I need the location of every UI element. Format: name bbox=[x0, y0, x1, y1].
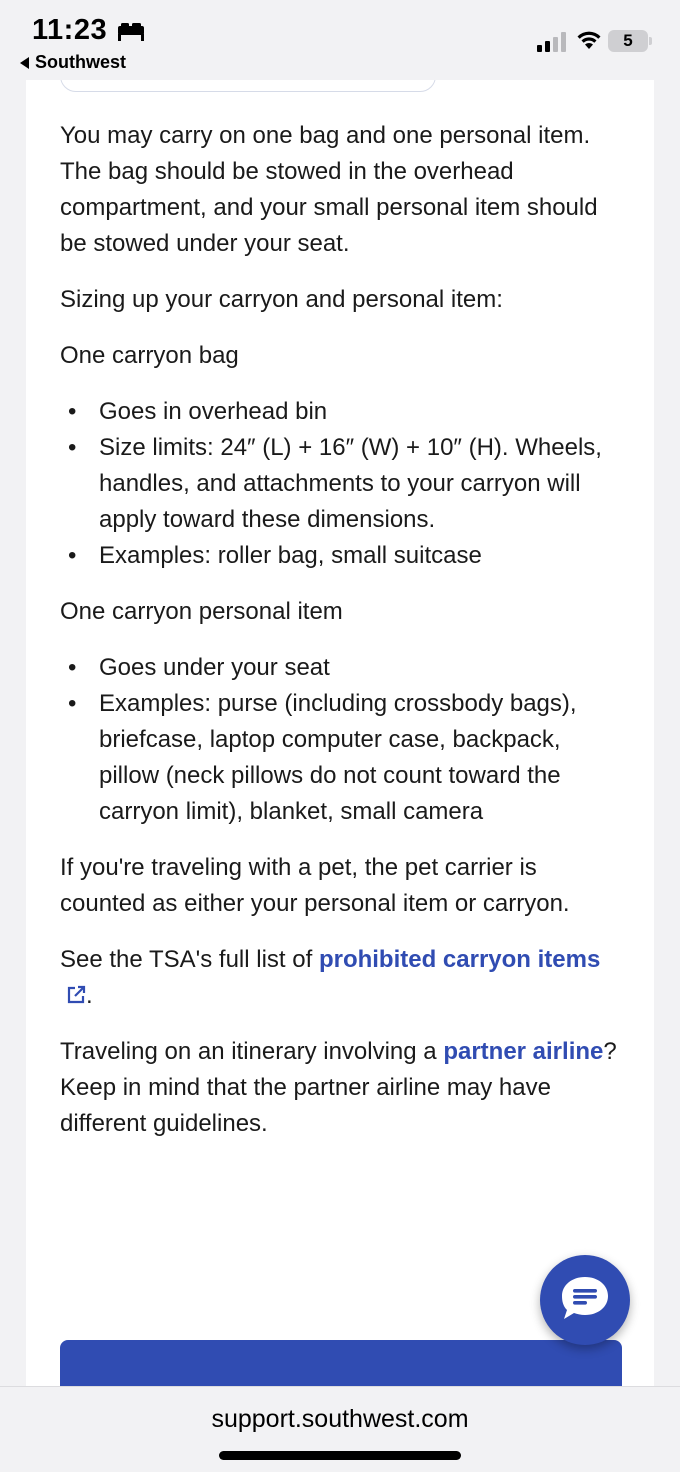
back-app-label: Southwest bbox=[35, 52, 127, 72]
tsa-paragraph bbox=[60, 942, 620, 1014]
chat-button[interactable] bbox=[540, 1255, 630, 1345]
cellular-signal-icon bbox=[537, 32, 567, 52]
list-item: • Goes in overhead bin bbox=[60, 394, 620, 430]
prohibited-items-link-text: prohibited carryon items bbox=[318, 946, 601, 973]
address-bar[interactable]: support.southwest.com bbox=[211, 1405, 469, 1433]
partner-airline-link[interactable]: partner airline bbox=[443, 1038, 604, 1065]
sleep-focus-icon bbox=[117, 22, 145, 40]
intro-paragraph: You may carry on one bag and one personal item. The bag should be stowed in the overhead compartment, and your small personal item should be stowed under your seat. bbox=[60, 122, 598, 257]
back-arrow-icon bbox=[20, 57, 29, 69]
article-body bbox=[60, 118, 620, 1162]
tsa-suffix: . bbox=[86, 982, 93, 1009]
pet-note: If you're traveling with a pet, the pet carrier is counted as either your personal item or carryon. bbox=[60, 854, 570, 917]
personal-item-list bbox=[60, 650, 620, 830]
partner-prefix: Traveling on an itinerary involving a bbox=[60, 1038, 444, 1065]
list-item: • Size limits: 24″ (L) + 16″ (W) + 10″ (H). Wheels, handles, and attachments to your carryon will apply toward these dimensions. bbox=[60, 430, 620, 538]
status-bar bbox=[0, 0, 680, 80]
battery-level: 5 bbox=[623, 31, 633, 50]
home-indicator[interactable] bbox=[219, 1451, 461, 1460]
chat-bubble-icon bbox=[559, 1274, 611, 1327]
external-link-icon bbox=[66, 980, 86, 1000]
clock bbox=[32, 14, 145, 47]
sizing-heading: Sizing up your carryon and personal item: bbox=[60, 286, 503, 313]
personal-item-title: One carryon personal item bbox=[60, 598, 343, 625]
content-card bbox=[26, 40, 654, 1440]
carryon-bag-list bbox=[60, 394, 620, 574]
back-to-app-button[interactable] bbox=[20, 52, 126, 73]
list-item: • Goes under your seat bbox=[60, 650, 620, 686]
partner-suffix: ? Keep in mind that the partner airline may have different guidelines. bbox=[60, 1038, 617, 1137]
partner-paragraph bbox=[60, 1034, 620, 1142]
list-item: • Examples: purse (including crossbody bags), briefcase, laptop computer case, backpack, pillow (neck pillows do not count toward the carryon limit), blanket, small camera bbox=[60, 686, 620, 830]
wifi-icon bbox=[576, 29, 602, 51]
battery-icon bbox=[608, 30, 652, 52]
clock-time: 11:23 bbox=[32, 14, 108, 46]
list-item: • Examples: roller bag, small suitcase bbox=[60, 538, 620, 574]
carryon-bag-title: One carryon bag bbox=[60, 342, 239, 369]
browser-bottom-bar bbox=[0, 1386, 680, 1472]
tsa-prefix: See the TSA's full list of bbox=[60, 946, 319, 973]
